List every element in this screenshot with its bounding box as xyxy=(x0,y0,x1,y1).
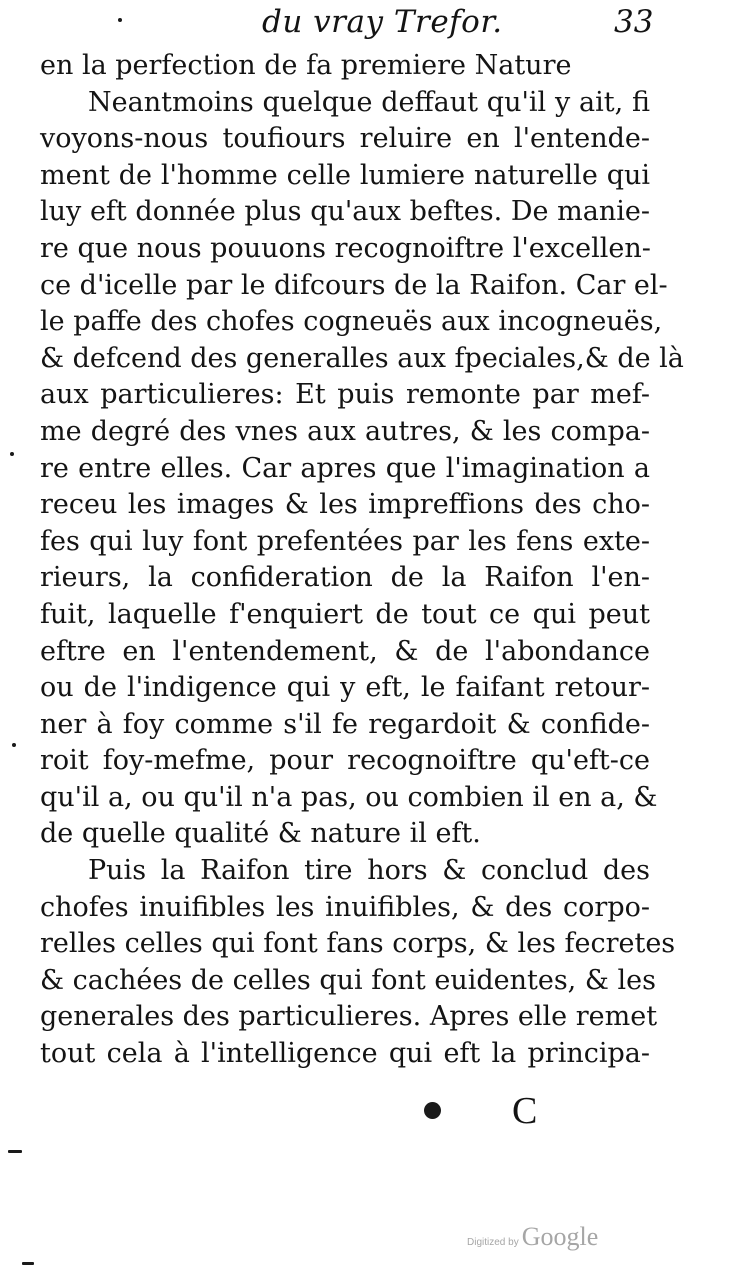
ink-speck xyxy=(22,1262,34,1265)
text-line: voyons-nous toufiours reluire en l'entende- xyxy=(40,123,650,155)
google-logo: Google xyxy=(521,1222,599,1251)
watermark-prefix: Digitized by xyxy=(467,1237,519,1248)
ink-blot xyxy=(424,1102,441,1119)
text-line: relles celles qui font fans corps, & les fecretes xyxy=(40,928,676,960)
text-line: generales des particulieres. Apres elle remet xyxy=(40,1001,658,1033)
text-line: roit foy-mefme, pour recognoiftre qu'eft-ce xyxy=(40,745,650,777)
signature-mark: C xyxy=(512,1090,538,1132)
text-line: en la perfection de fa premiere Nature xyxy=(40,50,572,81)
text-line: ner à foy comme s'il fe regardoit & confide- xyxy=(40,708,650,740)
text-line: receu les images & les impreffions des cho- xyxy=(40,489,650,521)
text-line: & defcend des generalles aux fpeciales,& de là xyxy=(40,342,684,374)
paragraph-start-line: Neantmoins quelque deffaut qu'il y ait, fi xyxy=(88,86,650,118)
page-number: 33 xyxy=(614,4,654,40)
ink-speck xyxy=(118,18,122,22)
text-line: fuit, laquelle f'enquiert de tout ce qui peut xyxy=(40,598,650,630)
text-line: & cachées de celles qui font euidentes, & les xyxy=(40,964,656,996)
ink-speck xyxy=(8,1150,22,1153)
text-line: ou de l'indigence qui y eft, le faifant retour- xyxy=(40,672,650,704)
text-line: qu'il a, ou qu'il n'a pas, ou combien il en a, & xyxy=(40,781,658,813)
paragraph-start-line: Puis la Raifon tire hors & conclud des xyxy=(88,855,650,887)
text-line: le paffe des chofes cogneuës aux incogneuës, xyxy=(40,306,663,338)
text-line: rieurs, la confideration de la Raifon l'en- xyxy=(40,562,650,594)
ink-speck xyxy=(12,743,16,747)
ink-speck xyxy=(10,452,14,456)
text-line: ce d'icelle par le difcours de la Raifon. Car el- xyxy=(40,269,668,301)
text-line: re entre elles. Car apres que l'imagination a xyxy=(40,452,650,484)
text-line: chofes inuifibles les inuifibles, & des corpo- xyxy=(40,891,650,923)
text-line: fes qui luy font prefentées par les fens exte- xyxy=(40,525,650,557)
text-line: ment de l'homme celle lumiere naturelle qui xyxy=(40,159,650,191)
running-title: du vray Trefor. xyxy=(262,4,503,40)
text-line: eftre en l'entendement, & de l'abondance xyxy=(40,635,650,667)
paragraph-end-line: de quelle qualité & nature il eft. xyxy=(40,818,481,850)
text-line: me degré des vnes aux autres, & les compa- xyxy=(40,415,650,447)
body-text xyxy=(40,48,684,1073)
text-line: luy eft donnée plus qu'aux beftes. De manie- xyxy=(40,196,650,228)
digitized-watermark xyxy=(467,1222,598,1252)
text-line: tout cela à l'intelligence qui eft la principa- xyxy=(40,1038,650,1070)
text-line: re que nous pouuons recognoiftre l'excellen- xyxy=(40,232,651,264)
text-line: aux particulieres: Et puis remonte par mef- xyxy=(40,379,650,411)
running-header xyxy=(0,4,755,44)
